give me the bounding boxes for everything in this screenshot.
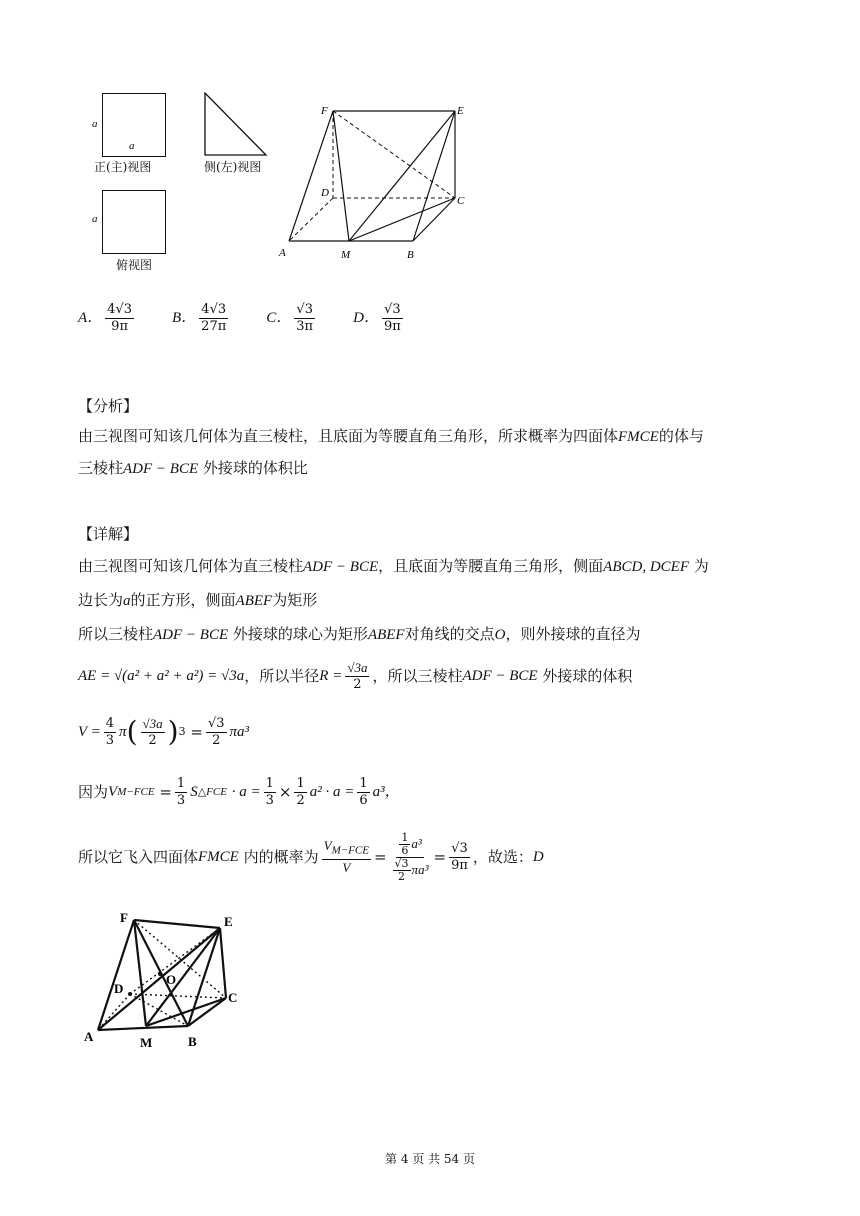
front-view-width-label: a — [129, 140, 135, 152]
option-c-letter: C． — [266, 310, 292, 326]
prism-label-e: E — [457, 105, 464, 117]
page-footer: 第 4 页 共 54 页 — [385, 1152, 475, 1166]
prism2-label-a: A — [84, 1029, 94, 1044]
prism2-label-o: O — [166, 972, 177, 987]
prism2-label-d: D — [114, 981, 124, 996]
solution-line-4: AE = √(a² + a² + a²) = √3a ，所以半径 R = $\frac{√3a}{2}$ ，所以三棱柱 ADF − BCE 外接球的体积 — [78, 659, 633, 692]
front-view-height-label: a — [92, 118, 98, 130]
prism2-label-f: F — [120, 910, 128, 925]
solution-line-1: 由三视图可知该几何体为直三棱柱ADF − BCE，且底面为等腰直角三角形，侧面ABCD, DCEF 为 — [78, 557, 709, 575]
solution-line-5: V = $\frac{4}{3}$ π ( $\frac{√3a}{2}$ ) 3 = $\frac{√3}{2}$ πa³ — [78, 715, 250, 748]
option-d-letter: D． — [353, 310, 379, 326]
option-a-value: $\frac{4√3}{9\pi}$ — [107, 301, 132, 334]
solution-line-7: 所以它飞入四面体 FMCE 内的概率为 $\frac{V_{M-FCE}}{V}$ = $\frac{1}{6}$ a³ $\frac{√3}{2}$ πa³ = $\frac{√3}{9\pi}$ ，故选： D — [78, 830, 544, 883]
front-view-caption: 正(主)视图 — [94, 160, 152, 174]
option-b-value: $\frac{4√3}{27\pi}$ — [201, 301, 227, 334]
prism-label-d: D — [321, 187, 329, 199]
top-view-height-label: a — [92, 213, 98, 225]
prism-label-f: F — [321, 105, 328, 117]
option-c-value: $\frac{√3}{3\pi}$ — [296, 301, 314, 334]
side-view-triangle — [204, 92, 272, 158]
top-view-caption: 俯视图 — [116, 258, 153, 272]
side-view-caption: 侧(左)视图 — [204, 160, 262, 174]
option-d-value: $\frac{√3}{9\pi}$ — [383, 301, 401, 334]
analysis-line-1: 由三视图可知该几何体为直三棱柱，且底面为等腰直角三角形，所求概率为四面体FMCE的体与 — [78, 427, 704, 445]
prism2-label-m: M — [140, 1035, 153, 1050]
prism-figure-with-center — [80, 908, 260, 1056]
solution-heading: 【详解】 — [78, 525, 139, 543]
prism2-label-c: C — [228, 990, 238, 1005]
option-a-letter: A． — [78, 310, 103, 326]
top-view-square — [102, 190, 166, 254]
prism-label-m: M — [341, 249, 351, 261]
answer-options — [78, 296, 406, 340]
prism-label-b: B — [407, 249, 414, 261]
three-views — [80, 88, 280, 278]
analysis-heading: 【分析】 — [78, 397, 139, 415]
prism2-label-b: B — [188, 1034, 197, 1049]
solution-line-2: 边长为a的正方形，侧面ABEF为矩形 — [78, 591, 318, 609]
prism-figure — [275, 100, 475, 265]
prism-label-c: C — [457, 195, 465, 207]
solution-line-3: 所以三棱柱ADF − BCE 外接球的球心为矩形ABEF对角线的交点O，则外接球的直径为 — [78, 625, 641, 643]
option-b-letter: B． — [172, 310, 197, 326]
prism2-label-e: E — [224, 914, 233, 929]
analysis-line-2: 三棱柱ADF − BCE 外接球的体积比 — [78, 459, 308, 477]
solution-line-6: 因为 V M−FCE = $\frac{1}{3}$ S △FCE · a = $\frac{1}{3}$ × $\frac{1}{2}$ a² · a = $\frac{1}{6}$ a³， — [78, 775, 400, 808]
prism-label-a: A — [279, 247, 286, 259]
